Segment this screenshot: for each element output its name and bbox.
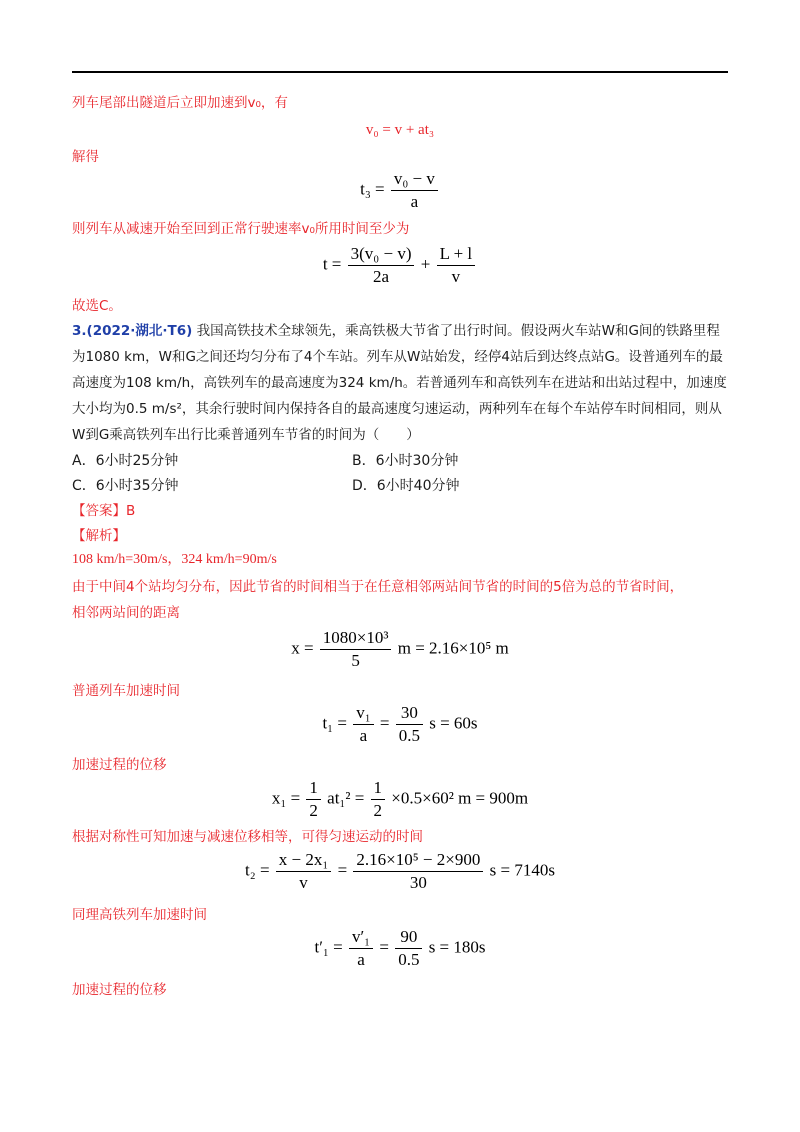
eq-t2-eq: = (337, 860, 348, 880)
eq-x1-den2: 2 (373, 801, 383, 820)
analysis-label: 【解析】 (72, 528, 126, 544)
eq-x-rhs: m = 2.16×10⁵ m (397, 638, 509, 658)
eq-t1-num2: 30 (396, 702, 423, 725)
eq-x1-mid: at₁² = (327, 788, 365, 808)
eq-t3-lhs: t₃ = (360, 179, 385, 199)
eq-t2-den1: v (299, 873, 308, 892)
option-a: A．6小时25分钟 (72, 453, 179, 469)
eq-t1-frac2 (396, 702, 423, 747)
text-symmetry: 根据对称性可知加速与减速位移相等，可得匀速运动的时间 (72, 829, 423, 845)
eq-t1p-den2: 0.5 (398, 950, 420, 969)
header-rule (72, 71, 728, 73)
eq-x-lhs: x = (291, 638, 314, 658)
eq-t2-frac1 (276, 849, 332, 894)
equation-t1-prime (0, 926, 800, 971)
eq-t-den1: 2a (373, 267, 390, 286)
text-accelerate-v0: 列车尾部出隧道后立即加速到v₀，有 (72, 95, 288, 111)
equation-v0: v₀ = v + at₃ (365, 122, 435, 138)
eq-t1-rhs: s = 60s (429, 713, 478, 733)
reason-line-1: 由于中间4个站均匀分布，因此节省的时间相当于在任意相邻两站间节省的时间的5倍为总的节省时间， (72, 579, 684, 595)
eq-x1-num2: 1 (371, 777, 386, 800)
eq-t1p-frac1 (349, 926, 373, 971)
question-3 (72, 318, 732, 448)
eq-t-num2: L + l (437, 243, 476, 266)
eq-t1p-den1: a (357, 950, 365, 969)
eq-t-frac1 (348, 243, 415, 288)
eq-x-frac (320, 627, 392, 672)
eq-t2-num2: 2.16×10⁵ − 2×900 (353, 849, 483, 872)
equation-t1 (0, 702, 800, 747)
eq-t1-num1: v₁ (353, 702, 373, 725)
answer-line: 【答案】B (72, 503, 136, 519)
eq-x1-frac2 (371, 777, 386, 822)
eq-t1p-frac2 (395, 926, 422, 971)
eq-t-num1: 3(v₀ − v) (348, 243, 415, 266)
text-min-time: 则列车从减速开始至回到正常行驶速率v₀所用时间至少为 (72, 221, 410, 237)
eq-x1-rhs: ×0.5×60² m = 900m (391, 788, 529, 808)
text-normal-acc-time: 普通列车加速时间 (72, 683, 180, 699)
eq-t3-den: a (410, 192, 419, 211)
eq-t1p-num1: v′₁ (349, 926, 373, 949)
question-label: 3.(2022·湖北·T6) (72, 323, 193, 339)
text-choose-c: 故选C。 (72, 298, 122, 314)
eq-t1p-eq: = (379, 937, 389, 957)
equation-t3 (0, 168, 800, 213)
eq-t1p-rhs: s = 180s (428, 937, 486, 957)
eq-x1-lhs: x₁ = (271, 788, 301, 808)
equation-x1 (0, 777, 800, 822)
reason-line-2: 相邻两站间的距离 (72, 605, 180, 621)
option-d: D．6小时40分钟 (352, 478, 460, 494)
eq-x-num: 1080×10³ (320, 627, 392, 650)
text-acc-displacement-2: 加速过程的位移 (72, 982, 167, 998)
question-text: 我国高铁技术全球领先，乘高铁极大节省了出行时间。假设两火车站W和G间的铁路里程为1080 km，W和G之间还均匀分布了4个车站。列车从W站始发，经停4站后到达终点站G。设普通列车的最高速度为108 km/h，高铁列车的最高速度为324 km/h。若普通列车和高铁列车在进站和出站过程中，加速度大小均为0.5 m/s²，其余行驶时间内保持各自的最高速度匀速运动，两种列车在每个车站停车时间相同，则从W到G乘高铁列车出行比乘普通列车节省的时间为（ ） (72, 323, 727, 443)
eq-t-frac2 (437, 243, 476, 288)
eq-t-plus: + (420, 254, 431, 274)
eq-t2-num1: x − 2x₁ (276, 849, 332, 872)
eq-x1-den1: 2 (309, 801, 318, 820)
eq-x1-frac1 (306, 777, 321, 822)
text-solve: 解得 (72, 149, 99, 165)
text-acc-displacement: 加速过程的位移 (72, 757, 167, 773)
unit-conversion: 108 km/h=30m/s，324 km/h=90m/s (72, 552, 277, 567)
option-c: C．6小时35分钟 (72, 478, 179, 494)
eq-t1-den1: a (359, 726, 368, 745)
eq-t2-den2: 30 (409, 873, 427, 892)
eq-t1-lhs: t₁ = (322, 713, 347, 733)
eq-t-den2: v (451, 267, 461, 286)
equation-t-total (0, 243, 800, 288)
eq-t3-num: v₀ − v (391, 168, 438, 191)
eq-t2-frac2 (353, 849, 483, 894)
eq-t1-den2: 0.5 (398, 726, 420, 745)
eq-t-lhs: t = (322, 254, 342, 274)
eq-t1p-lhs: t′₁ = (314, 937, 343, 957)
option-b: B．6小时30分钟 (352, 453, 459, 469)
eq-x1-num1: 1 (306, 777, 321, 800)
eq-t2-rhs: s = 7140s (489, 860, 555, 880)
eq-t1p-num2: 90 (395, 926, 422, 949)
eq-x-den: 5 (351, 651, 360, 670)
equation-t2 (0, 849, 800, 894)
eq-t1-frac1 (353, 702, 373, 747)
text-hs-acc-time: 同理高铁列车加速时间 (72, 907, 207, 923)
eq-t1-eq: = (379, 713, 390, 733)
equation-x (0, 627, 800, 672)
eq-t3-fraction (391, 168, 438, 213)
eq-t2-lhs: t₂ = (245, 860, 270, 880)
